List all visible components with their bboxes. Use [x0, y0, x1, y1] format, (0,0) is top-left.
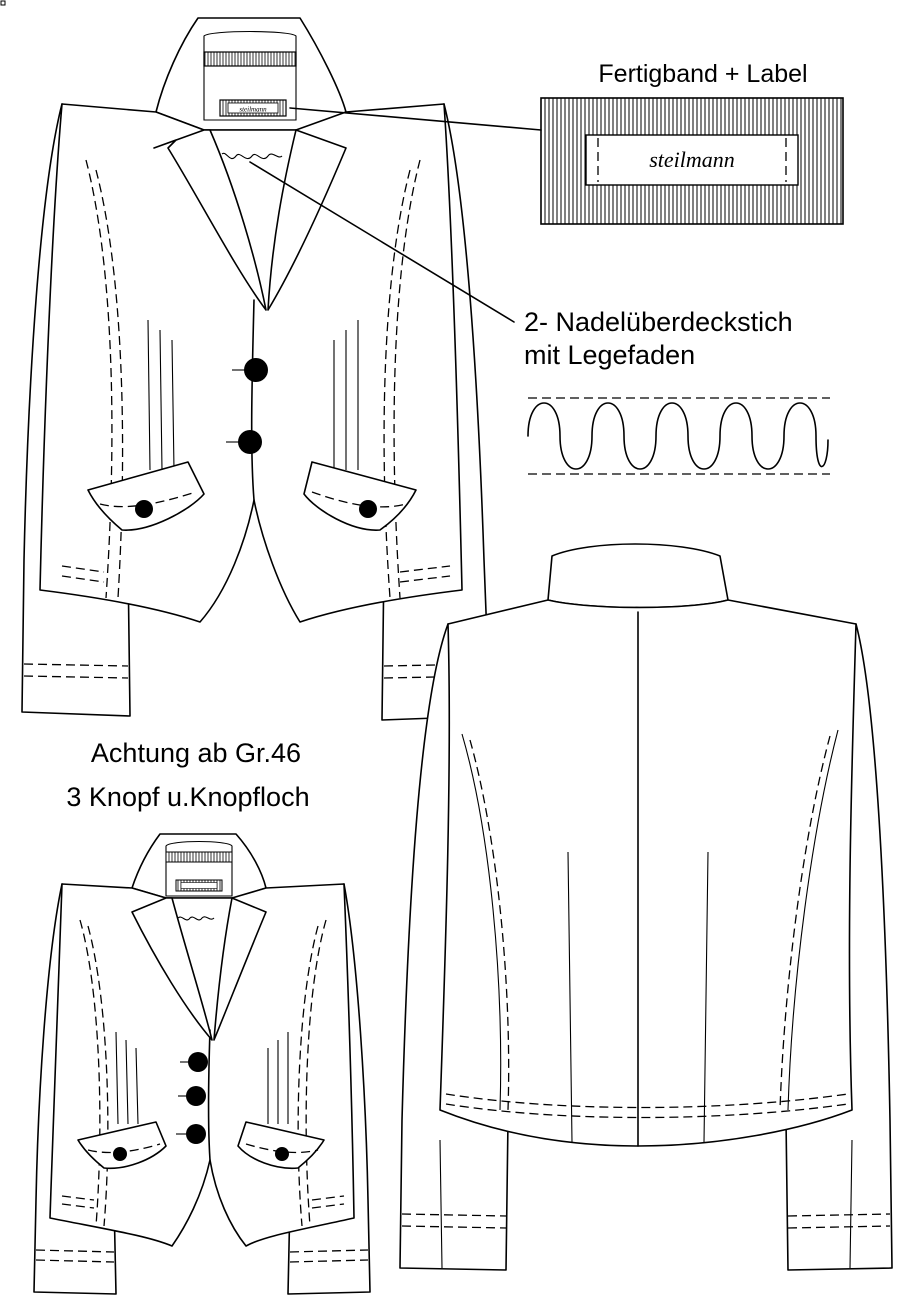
front-view-jacket [22, 18, 490, 720]
stitch-title-line2: mit Legefaden [524, 340, 696, 370]
size-note-line1: Achtung ab Gr.46 [90, 738, 302, 768]
brand-label-text: steilmann [649, 147, 735, 172]
small-front-view-jacket [34, 834, 370, 1294]
front-pocket-button-right [359, 500, 377, 518]
front-label-brand: steilmann [239, 105, 267, 114]
front-button-1 [244, 358, 268, 382]
small-neck-tape [166, 852, 232, 862]
small-button-3 [186, 1124, 206, 1144]
size-note-line2: 3 Knopf u.Knopfloch [66, 782, 310, 812]
corner-mark [1, 1, 5, 5]
small-button-2 [186, 1086, 206, 1106]
front-button-2 [238, 430, 262, 454]
back-body [440, 600, 856, 1146]
tape-title: Fertigband + Label [598, 60, 808, 88]
small-pocket-button-right [275, 1147, 289, 1161]
back-collar [548, 544, 728, 608]
front-pocket-button-left [135, 500, 153, 518]
stitch-callout [524, 307, 830, 474]
stitch-diagram [528, 398, 830, 474]
small-button-1 [188, 1052, 208, 1072]
size-note [66, 738, 309, 812]
small-pocket-button-left [113, 1147, 127, 1161]
stitch-title-line1: 2- Nadelüberdeckstich [524, 307, 793, 337]
back-view-jacket [400, 544, 892, 1270]
front-neck-tape [204, 52, 296, 66]
